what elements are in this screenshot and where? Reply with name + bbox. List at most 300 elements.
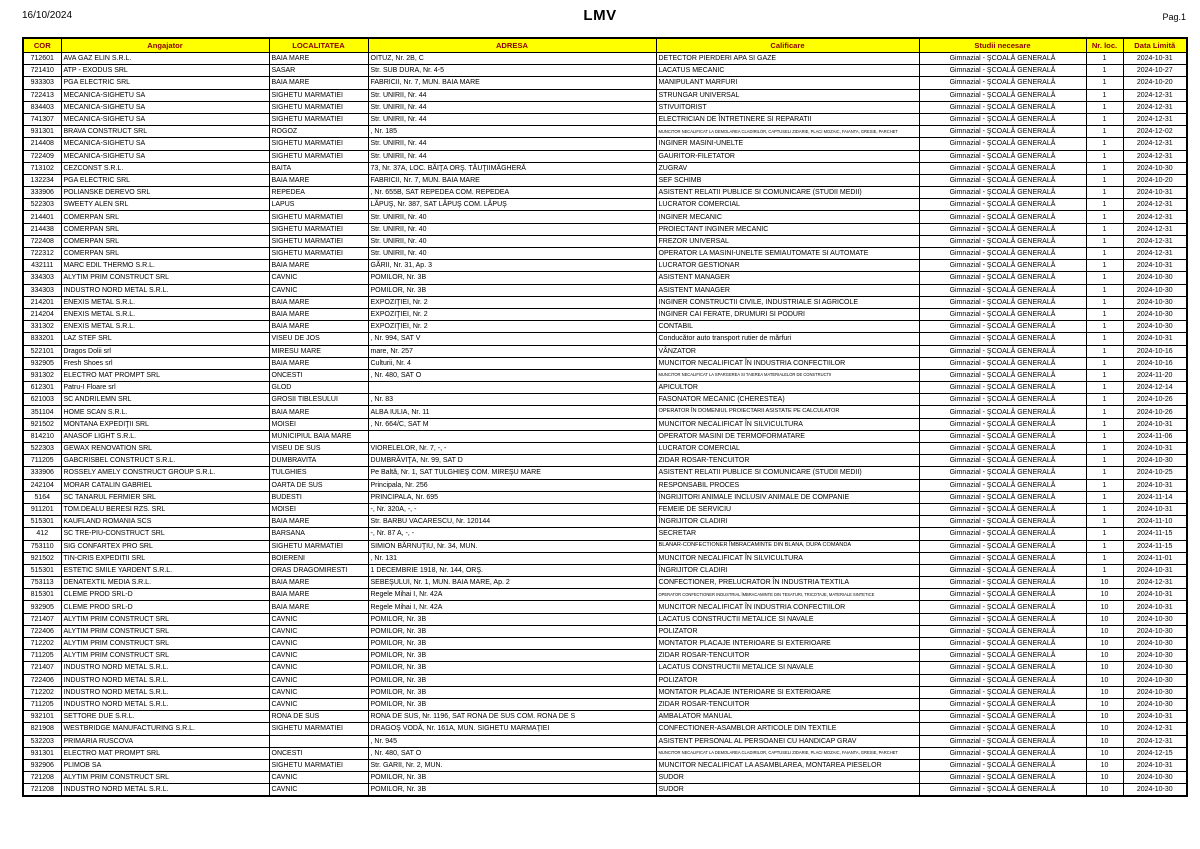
cell-cor: 721208 xyxy=(23,772,61,784)
cell-studii: Gimnazial - ŞCOALĂ GENERALĂ xyxy=(919,772,1086,784)
cell-angajator: MONTANA EXPEDIŢII SRL xyxy=(61,418,269,430)
cell-nr_loc: 1 xyxy=(1086,406,1123,418)
cell-localitatea: ORAS DRAGOMIRESTI xyxy=(269,564,368,576)
cell-calificare: OPERATOR ÎN DOMENIUL PROIECTARII ASISTATE PE CALCULATOR xyxy=(656,406,919,418)
cell-angajator: PRIMARIA RUSCOVA xyxy=(61,735,269,747)
cell-angajator: SC TRE-PIU-CONSTRUCT SRL xyxy=(61,528,269,540)
cell-calificare: PROIECTANT INGINER MECANIC xyxy=(656,223,919,235)
cell-data_limita: 2024-10-30 xyxy=(1123,784,1187,797)
cell-angajator: ANASOF LIGHT S.R.L. xyxy=(61,430,269,442)
table-row xyxy=(23,674,1187,686)
cell-studii: Gimnazial - ŞCOALĂ GENERALĂ xyxy=(919,662,1086,674)
cell-adresa: , Nr. 480, SAT O xyxy=(368,369,656,381)
cell-calificare: ASISTENT MANAGER xyxy=(656,272,919,284)
column-header-studii: Studii necesare xyxy=(919,38,1086,53)
column-header-localitatea: LOCALITATEA xyxy=(269,38,368,53)
cell-angajator: MECANICA-SIGHETU SA xyxy=(61,89,269,101)
cell-nr_loc: 1 xyxy=(1086,126,1123,138)
cell-calificare: INGINER MASINI-UNELTE xyxy=(656,138,919,150)
table-row xyxy=(23,711,1187,723)
cell-data_limita: 2024-10-30 xyxy=(1123,321,1187,333)
cell-adresa: POMILOR, Nr. 3B xyxy=(368,698,656,710)
table-row xyxy=(23,577,1187,589)
cell-cor: 815301 xyxy=(23,589,61,601)
cell-cor: 351104 xyxy=(23,406,61,418)
cell-localitatea: VISEU DE JOS xyxy=(269,333,368,345)
cell-data_limita: 2024-10-31 xyxy=(1123,711,1187,723)
cell-nr_loc: 1 xyxy=(1086,296,1123,308)
cell-localitatea: CAVNIC xyxy=(269,784,368,797)
cell-adresa xyxy=(368,430,656,442)
cell-angajator: ELECTRO MAT PROMPT SRL xyxy=(61,747,269,759)
cell-calificare: STRUNGAR UNIVERSAL xyxy=(656,89,919,101)
column-header-adresa: ADRESA xyxy=(368,38,656,53)
cell-adresa: , Nr. 664/C, SAT M xyxy=(368,418,656,430)
cell-localitatea: BARSANA xyxy=(269,528,368,540)
cell-localitatea: BAIA MARE xyxy=(269,577,368,589)
cell-adresa: POMILOR, Nr. 3B xyxy=(368,784,656,797)
cell-adresa: mare, Nr. 257 xyxy=(368,345,656,357)
cell-localitatea: MUNICIPIUL BAIA MARE xyxy=(269,430,368,442)
cell-cor: 722413 xyxy=(23,89,61,101)
cell-cor: 515301 xyxy=(23,516,61,528)
cell-nr_loc: 1 xyxy=(1086,503,1123,515)
cell-calificare: CONFECTIONER-ASAMBLOR ARTICOLE DIN TEXTILE xyxy=(656,723,919,735)
cell-nr_loc: 1 xyxy=(1086,369,1123,381)
cell-localitatea: SASAR xyxy=(269,65,368,77)
cell-calificare: BLANAR-CONFECTIONER ÎMBRACAMINTE DIN BLANA, DUPA COMANDA xyxy=(656,540,919,552)
cell-studii: Gimnazial - ŞCOALĂ GENERALĂ xyxy=(919,260,1086,272)
cell-studii: Gimnazial - ŞCOALĂ GENERALĂ xyxy=(919,601,1086,613)
cell-cor: 753113 xyxy=(23,577,61,589)
cell-calificare: RESPONSABIL PROCES xyxy=(656,479,919,491)
table-row xyxy=(23,77,1187,89)
table-row xyxy=(23,638,1187,650)
table-row xyxy=(23,650,1187,662)
cell-studii: Gimnazial - ŞCOALĂ GENERALĂ xyxy=(919,394,1086,406)
cell-localitatea: CAVNIC xyxy=(269,662,368,674)
cell-angajator: Fresh Shoes srl xyxy=(61,357,269,369)
cell-data_limita: 2024-10-20 xyxy=(1123,77,1187,89)
cell-calificare: ÎNGRIJITOR CLADIRI xyxy=(656,516,919,528)
cell-cor: 933303 xyxy=(23,77,61,89)
cell-adresa: GĂRII, Nr. 31, Ap. 3 xyxy=(368,260,656,272)
cell-localitatea: SIGHETU MARMATIEI xyxy=(269,101,368,113)
cell-studii: Gimnazial - ŞCOALĂ GENERALĂ xyxy=(919,345,1086,357)
cell-calificare: SUDOR xyxy=(656,784,919,797)
cell-localitatea: GLOD xyxy=(269,382,368,394)
table-row xyxy=(23,625,1187,637)
cell-angajator: ALYTIM PRIM CONSTRUCT SRL xyxy=(61,625,269,637)
cell-adresa: Str. UNIRII, Nr. 40 xyxy=(368,235,656,247)
table-row xyxy=(23,698,1187,710)
cell-studii: Gimnazial - ŞCOALĂ GENERALĂ xyxy=(919,759,1086,771)
cell-data_limita: 2024-11-14 xyxy=(1123,491,1187,503)
cell-studii: Gimnazial - ŞCOALĂ GENERALĂ xyxy=(919,455,1086,467)
cell-studii: Gimnazial - ŞCOALĂ GENERALĂ xyxy=(919,369,1086,381)
cell-angajator: COMERPAN SRL xyxy=(61,211,269,223)
cell-calificare: INGINER MECANIC xyxy=(656,211,919,223)
cell-adresa: LĂPUŞ, Nr. 387, SAT LĂPUŞ COM. LĂPUŞ xyxy=(368,199,656,211)
cell-adresa: FABRICII, Nr. 7, MUN. BAIA MARE xyxy=(368,174,656,186)
cell-cor: 621003 xyxy=(23,394,61,406)
cell-adresa: Str. UNIRII, Nr. 44 xyxy=(368,138,656,150)
cell-angajator: ALYTIM PRIM CONSTRUCT SRL xyxy=(61,772,269,784)
cell-cor: 932905 xyxy=(23,601,61,613)
cell-studii: Gimnazial - ŞCOALĂ GENERALĂ xyxy=(919,284,1086,296)
cell-studii: Gimnazial - ŞCOALĂ GENERALĂ xyxy=(919,589,1086,601)
cell-cor: 921502 xyxy=(23,418,61,430)
cell-cor: 713102 xyxy=(23,162,61,174)
cell-calificare: OPERATOR CONFECTIONER INDUSTRIAL ÎMBRACAMINTE DIN TESATURI, TRICOTAJE, MATERIALE SINTETICE xyxy=(656,589,919,601)
cell-studii: Gimnazial - ŞCOALĂ GENERALĂ xyxy=(919,698,1086,710)
cell-studii: Gimnazial - ŞCOALĂ GENERALĂ xyxy=(919,138,1086,150)
cell-cor: 721410 xyxy=(23,65,61,77)
cell-cor: 214201 xyxy=(23,296,61,308)
cell-nr_loc: 1 xyxy=(1086,430,1123,442)
cell-angajator: MORAR CATALIN GABRIEL xyxy=(61,479,269,491)
cell-cor: 722406 xyxy=(23,625,61,637)
cell-data_limita: 2024-10-25 xyxy=(1123,467,1187,479)
cell-cor: 821908 xyxy=(23,723,61,735)
cell-cor: 711205 xyxy=(23,698,61,710)
cell-calificare: ZIDAR ROSAR-TENCUITOR xyxy=(656,455,919,467)
table-row xyxy=(23,686,1187,698)
cell-cor: 911201 xyxy=(23,503,61,515)
cell-localitatea: RONA DE SUS xyxy=(269,711,368,723)
cell-localitatea: CAVNIC xyxy=(269,772,368,784)
cell-cor: 412 xyxy=(23,528,61,540)
cell-cor: 712202 xyxy=(23,686,61,698)
cell-adresa: , Nr. 994, SAT V xyxy=(368,333,656,345)
cell-angajator: SC ANDRILEMN SRL xyxy=(61,394,269,406)
cell-calificare: SUDOR xyxy=(656,772,919,784)
cell-cor: 722408 xyxy=(23,235,61,247)
table-row xyxy=(23,369,1187,381)
cell-adresa: , Nr. 655B, SAT REPEDEA COM. REPEDEA xyxy=(368,187,656,199)
cell-localitatea: BAIA MARE xyxy=(269,601,368,613)
cell-localitatea: BAIA MARE xyxy=(269,77,368,89)
cell-nr_loc: 1 xyxy=(1086,77,1123,89)
cell-calificare: ASISTENT RELATII PUBLICE SI COMUNICARE (STUDII MEDII) xyxy=(656,187,919,199)
cell-studii: Gimnazial - ŞCOALĂ GENERALĂ xyxy=(919,162,1086,174)
cell-calificare: AMBALATOR MANUAL xyxy=(656,711,919,723)
cell-localitatea: SIGHETU MARMATIEI xyxy=(269,540,368,552)
cell-localitatea: REPEDEA xyxy=(269,187,368,199)
cell-calificare: MUNCITOR NECALIFICAT ÎN SILVICULTURA xyxy=(656,552,919,564)
cell-cor: 522101 xyxy=(23,345,61,357)
cell-calificare: ASISTENT PERSONAL AL PERSOANEI CU HANDICAP GRAV xyxy=(656,735,919,747)
cell-data_limita: 2024-12-14 xyxy=(1123,382,1187,394)
cell-data_limita: 2024-10-30 xyxy=(1123,638,1187,650)
cell-nr_loc: 1 xyxy=(1086,418,1123,430)
cell-localitatea: ONCESTI xyxy=(269,369,368,381)
cell-studii: Gimnazial - ŞCOALĂ GENERALĂ xyxy=(919,174,1086,186)
cell-calificare: MUNCITOR NECALIFICAT ÎN SILVICULTURA xyxy=(656,418,919,430)
cell-studii: Gimnazial - ŞCOALĂ GENERALĂ xyxy=(919,479,1086,491)
cell-nr_loc: 1 xyxy=(1086,467,1123,479)
cell-data_limita: 2024-10-31 xyxy=(1123,503,1187,515)
cell-localitatea: VISEU DE SUS xyxy=(269,443,368,455)
cell-adresa: 1 DECEMBRIE 1918, Nr. 144, ORŞ. xyxy=(368,564,656,576)
cell-data_limita: 2024-12-31 xyxy=(1123,735,1187,747)
cell-data_limita: 2024-12-31 xyxy=(1123,211,1187,223)
table-row xyxy=(23,613,1187,625)
cell-nr_loc: 1 xyxy=(1086,479,1123,491)
cell-nr_loc: 1 xyxy=(1086,113,1123,125)
cell-nr_loc: 1 xyxy=(1086,53,1123,65)
cell-cor: 834403 xyxy=(23,101,61,113)
cell-data_limita: 2024-12-31 xyxy=(1123,89,1187,101)
cell-angajator: COMERPAN SRL xyxy=(61,235,269,247)
cell-studii: Gimnazial - ŞCOALĂ GENERALĂ xyxy=(919,747,1086,759)
cell-angajator: Dragos Dolii srl xyxy=(61,345,269,357)
table-row xyxy=(23,430,1187,442)
cell-data_limita: 2024-12-31 xyxy=(1123,235,1187,247)
cell-calificare: LUCRATOR COMERCIAL xyxy=(656,199,919,211)
cell-studii: Gimnazial - ŞCOALĂ GENERALĂ xyxy=(919,187,1086,199)
cell-data_limita: 2024-12-31 xyxy=(1123,577,1187,589)
cell-adresa: POMILOR, Nr. 3B xyxy=(368,686,656,698)
cell-localitatea: MIRESU MARE xyxy=(269,345,368,357)
cell-calificare: INGINER CAI FERATE, DRUMURI SI PODURI xyxy=(656,308,919,320)
table-row xyxy=(23,723,1187,735)
report-date: 16/10/2024 xyxy=(22,10,73,21)
cell-localitatea: CAVNIC xyxy=(269,674,368,686)
cell-studii: Gimnazial - ŞCOALĂ GENERALĂ xyxy=(919,333,1086,345)
cell-nr_loc: 1 xyxy=(1086,357,1123,369)
cell-localitatea: LAPUS xyxy=(269,199,368,211)
table-row xyxy=(23,662,1187,674)
cell-adresa: Regele Mihai I, Nr. 42A xyxy=(368,601,656,613)
table-row xyxy=(23,174,1187,186)
cell-nr_loc: 10 xyxy=(1086,686,1123,698)
table-row xyxy=(23,65,1187,77)
cell-angajator: TOM.DEALU BERESI RZS. SRL xyxy=(61,503,269,515)
cell-calificare: MONTATOR PLACAJE INTERIOARE SI EXTERIOARE xyxy=(656,686,919,698)
table-row xyxy=(23,564,1187,576)
cell-adresa: RONA DE SUS, Nr. 1196, SAT RONA DE SUS COM. RONA DE S xyxy=(368,711,656,723)
cell-cor: 214438 xyxy=(23,223,61,235)
cell-nr_loc: 10 xyxy=(1086,650,1123,662)
cell-data_limita: 2024-10-31 xyxy=(1123,333,1187,345)
cell-localitatea: BAIA MARE xyxy=(269,53,368,65)
cell-calificare: INGINER CONSTRUCTII CIVILE, INDUSTRIALE SI AGRICOLE xyxy=(656,296,919,308)
cell-nr_loc: 10 xyxy=(1086,723,1123,735)
cell-localitatea: BAITA xyxy=(269,162,368,174)
cell-calificare: LUCRATOR GESTIONAR xyxy=(656,260,919,272)
cell-angajator: PGA ELECTRIC SRL xyxy=(61,77,269,89)
cell-adresa: POMILOR, Nr. 3B xyxy=(368,674,656,686)
cell-cor: 932905 xyxy=(23,357,61,369)
cell-data_limita: 2024-10-31 xyxy=(1123,759,1187,771)
cell-localitatea: SIGHETU MARMATIEI xyxy=(269,759,368,771)
cell-cor: 931301 xyxy=(23,747,61,759)
cell-nr_loc: 10 xyxy=(1086,759,1123,771)
cell-studii: Gimnazial - ŞCOALĂ GENERALĂ xyxy=(919,406,1086,418)
cell-data_limita: 2024-10-30 xyxy=(1123,613,1187,625)
column-header-angajator: Angajator xyxy=(61,38,269,53)
cell-nr_loc: 1 xyxy=(1086,345,1123,357)
table-header-row xyxy=(23,38,1187,53)
table-row xyxy=(23,321,1187,333)
cell-angajator: INDUSTRO NORD METAL S.R.L. xyxy=(61,784,269,797)
cell-localitatea: SIGHETU MARMATIEI xyxy=(269,150,368,162)
cell-angajator: HOME SCAN S.R.L. xyxy=(61,406,269,418)
cell-angajator: TIN-CRIS EXPEDITII SRL xyxy=(61,552,269,564)
cell-adresa: Regele Mihai I, Nr. 42A xyxy=(368,589,656,601)
cell-angajator: ELECTRO MAT PROMPT SRL xyxy=(61,369,269,381)
table-row xyxy=(23,272,1187,284)
cell-nr_loc: 10 xyxy=(1086,625,1123,637)
table-row xyxy=(23,248,1187,260)
cell-data_limita: 2024-10-30 xyxy=(1123,662,1187,674)
cell-nr_loc: 1 xyxy=(1086,174,1123,186)
cell-adresa: , Nr. 131 xyxy=(368,552,656,564)
cell-cor: 721208 xyxy=(23,784,61,797)
cell-nr_loc: 1 xyxy=(1086,260,1123,272)
cell-adresa: Str. UNIRII, Nr. 44 xyxy=(368,113,656,125)
cell-cor: 711205 xyxy=(23,455,61,467)
cell-adresa: POMILOR, Nr. 3B xyxy=(368,662,656,674)
cell-data_limita: 2024-10-26 xyxy=(1123,394,1187,406)
cell-calificare: MUNCITOR NECALIFICAT LA SPARGEREA SI TAIEREA MATERIALELOR DE CONSTRUCTII xyxy=(656,369,919,381)
cell-data_limita: 2024-10-30 xyxy=(1123,772,1187,784)
cell-nr_loc: 1 xyxy=(1086,235,1123,247)
table-row xyxy=(23,126,1187,138)
cell-adresa: , Nr. 480, SAT O xyxy=(368,747,656,759)
cell-cor: 5164 xyxy=(23,491,61,503)
cell-adresa: POMILOR, Nr. 3B xyxy=(368,284,656,296)
cell-data_limita: 2024-10-31 xyxy=(1123,187,1187,199)
cell-studii: Gimnazial - ŞCOALĂ GENERALĂ xyxy=(919,235,1086,247)
cell-calificare: ZUGRAV xyxy=(656,162,919,174)
cell-studii: Gimnazial - ŞCOALĂ GENERALĂ xyxy=(919,674,1086,686)
cell-studii: Gimnazial - ŞCOALĂ GENERALĂ xyxy=(919,126,1086,138)
cell-calificare: MUNCITOR NECALIFICAT ÎN INDUSTRIA CONFECTIILOR xyxy=(656,601,919,613)
cell-localitatea: BAIA MARE xyxy=(269,260,368,272)
cell-angajator: LAZ STEF SRL xyxy=(61,333,269,345)
cell-angajator: ALYTIM PRIM CONSTRUCT SRL xyxy=(61,613,269,625)
cell-angajator: ALYTIM PRIM CONSTRUCT SRL xyxy=(61,650,269,662)
cell-localitatea: CAVNIC xyxy=(269,650,368,662)
cell-data_limita: 2024-10-30 xyxy=(1123,698,1187,710)
cell-adresa: 73, Nr. 37A, LOC. BĂIŢA ORŞ. TĂUŢIIMĂGHERĂ xyxy=(368,162,656,174)
cell-studii: Gimnazial - ŞCOALĂ GENERALĂ xyxy=(919,564,1086,576)
cell-data_limita: 2024-12-15 xyxy=(1123,747,1187,759)
cell-nr_loc: 10 xyxy=(1086,674,1123,686)
cell-studii: Gimnazial - ŞCOALĂ GENERALĂ xyxy=(919,540,1086,552)
table-row xyxy=(23,150,1187,162)
table-row xyxy=(23,187,1187,199)
cell-adresa: OITUZ, Nr. 2B, C xyxy=(368,53,656,65)
cell-cor: 711205 xyxy=(23,650,61,662)
cell-calificare: POLIZATOR xyxy=(656,674,919,686)
cell-adresa: , Nr. 945 xyxy=(368,735,656,747)
cell-data_limita: 2024-12-02 xyxy=(1123,126,1187,138)
cell-data_limita: 2024-10-31 xyxy=(1123,443,1187,455)
cell-studii: Gimnazial - ŞCOALĂ GENERALĂ xyxy=(919,308,1086,320)
cell-nr_loc: 10 xyxy=(1086,589,1123,601)
cell-studii: Gimnazial - ŞCOALĂ GENERALĂ xyxy=(919,528,1086,540)
cell-nr_loc: 1 xyxy=(1086,333,1123,345)
cell-cor: 334303 xyxy=(23,284,61,296)
table-row xyxy=(23,284,1187,296)
cell-studii: Gimnazial - ŞCOALĂ GENERALĂ xyxy=(919,296,1086,308)
cell-nr_loc: 1 xyxy=(1086,162,1123,174)
cell-nr_loc: 1 xyxy=(1086,455,1123,467)
table-row xyxy=(23,443,1187,455)
cell-nr_loc: 1 xyxy=(1086,284,1123,296)
cell-angajator: GEWAX RENOVATION SRL xyxy=(61,443,269,455)
cell-nr_loc: 10 xyxy=(1086,698,1123,710)
cell-calificare: MUNCITOR NECALIFICAT LA ASAMBLAREA, MONTAREA PIESELOR xyxy=(656,759,919,771)
cell-calificare: MUNCITOR NECALIFICAT ÎN INDUSTRIA CONFECTIILOR xyxy=(656,357,919,369)
cell-nr_loc: 10 xyxy=(1086,662,1123,674)
cell-studii: Gimnazial - ŞCOALĂ GENERALĂ xyxy=(919,723,1086,735)
cell-localitatea: BOIERENI xyxy=(269,552,368,564)
table-row xyxy=(23,162,1187,174)
cell-studii: Gimnazial - ŞCOALĂ GENERALĂ xyxy=(919,503,1086,515)
cell-adresa: EXPOZIŢIEI, Nr. 2 xyxy=(368,308,656,320)
cell-nr_loc: 10 xyxy=(1086,613,1123,625)
cell-studii: Gimnazial - ŞCOALĂ GENERALĂ xyxy=(919,150,1086,162)
cell-angajator: CEZCONST S.R.L. xyxy=(61,162,269,174)
cell-localitatea: CAVNIC xyxy=(269,686,368,698)
cell-adresa: VIORELELOR, Nr. 7, -, - xyxy=(368,443,656,455)
column-header-data_limita: Data Limită xyxy=(1123,38,1187,53)
cell-angajator: ROSSELY AMELY CONSTRUCT GROUP S.R.L. xyxy=(61,467,269,479)
page-title: LMV xyxy=(583,7,617,24)
cell-angajator: PGA ELECTRIC SRL xyxy=(61,174,269,186)
table-row xyxy=(23,491,1187,503)
cell-data_limita: 2024-10-30 xyxy=(1123,272,1187,284)
cell-cor: 242104 xyxy=(23,479,61,491)
cell-cor: 132234 xyxy=(23,174,61,186)
cell-localitatea: BAIA MARE xyxy=(269,174,368,186)
cell-angajator: Patru-I Floare srl xyxy=(61,382,269,394)
table-row xyxy=(23,552,1187,564)
cell-studii: Gimnazial - ŞCOALĂ GENERALĂ xyxy=(919,77,1086,89)
cell-adresa: POMILOR, Nr. 3B xyxy=(368,638,656,650)
cell-data_limita: 2024-10-30 xyxy=(1123,455,1187,467)
cell-localitatea: MOISEI xyxy=(269,503,368,515)
cell-nr_loc: 1 xyxy=(1086,516,1123,528)
cell-localitatea: MOISEI xyxy=(269,418,368,430)
cell-studii: Gimnazial - ŞCOALĂ GENERALĂ xyxy=(919,552,1086,564)
cell-adresa: , Nr. 83 xyxy=(368,394,656,406)
cell-localitatea: DUMBRAVITA xyxy=(269,455,368,467)
cell-angajator: SWEETY ALEN SRL xyxy=(61,199,269,211)
cell-nr_loc: 1 xyxy=(1086,443,1123,455)
cell-angajator: BRAVA CONSTRUCT SRL xyxy=(61,126,269,138)
table-row xyxy=(23,735,1187,747)
cell-adresa: FABRICII, Nr. 7, MUN. BAIA MARE xyxy=(368,77,656,89)
cell-nr_loc: 1 xyxy=(1086,528,1123,540)
cell-calificare: FASONATOR MECANIC (CHERESTEA) xyxy=(656,394,919,406)
cell-calificare: MUNCITOR NECALIFICAT LA DEMOLAREA CLADIRILOR, CAPTUSELI ZIDARIE, PLACI MOZAIC, FAIANTA, GRESIE, PARCHET xyxy=(656,747,919,759)
cell-calificare: ZIDAR ROSAR-TENCUITOR xyxy=(656,698,919,710)
cell-studii: Gimnazial - ŞCOALĂ GENERALĂ xyxy=(919,613,1086,625)
cell-nr_loc: 1 xyxy=(1086,89,1123,101)
cell-localitatea xyxy=(269,735,368,747)
cell-angajator: CLEME PROD SRL-D xyxy=(61,601,269,613)
cell-cor: 532203 xyxy=(23,735,61,747)
cell-cor: 921502 xyxy=(23,552,61,564)
cell-data_limita: 2024-12-31 xyxy=(1123,223,1187,235)
cell-data_limita: 2024-11-10 xyxy=(1123,516,1187,528)
cell-nr_loc: 1 xyxy=(1086,248,1123,260)
